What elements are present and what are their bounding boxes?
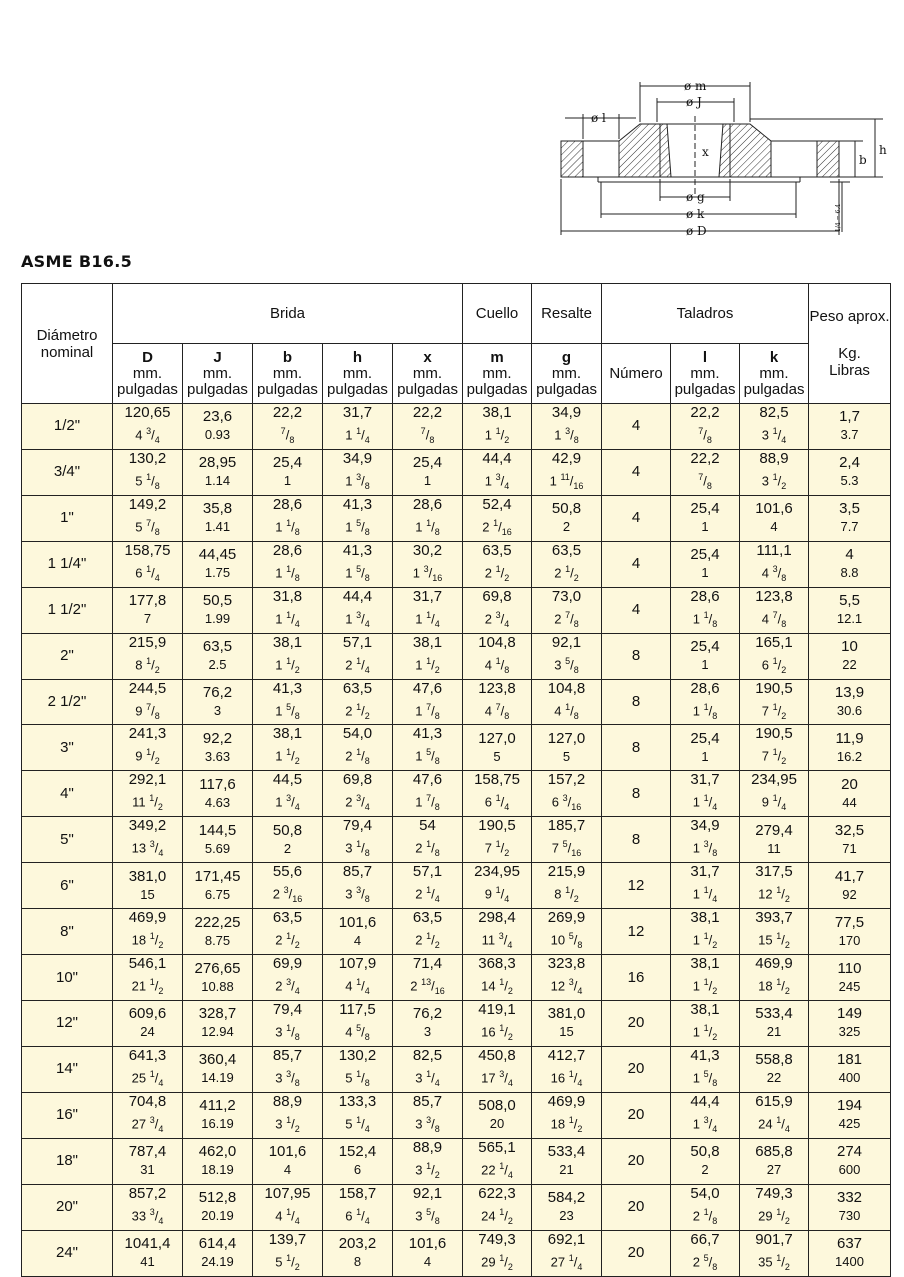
table-row <box>22 449 891 495</box>
cell-numero: 20 <box>602 1000 671 1046</box>
cell-g: 412,7 16 $^1/_4$ <box>532 1046 602 1092</box>
cell-l: 44,4 1 $^3/_4$ <box>671 1092 740 1138</box>
cell-w: 77,5 170 <box>809 909 891 955</box>
cell-x: 28,6 1 $^1/_8$ <box>393 495 463 541</box>
cell-l: 38,1 1 $^1/_2$ <box>671 1000 740 1046</box>
cell-h: 203,2 8 <box>323 1230 393 1276</box>
cell-l: 38,1 1 $^1/_2$ <box>671 909 740 955</box>
table-row <box>22 1000 891 1046</box>
cell-J: 328,7 12.94 <box>183 1000 253 1046</box>
cell-numero: 12 <box>602 863 671 909</box>
cell-k: 533,4 21 <box>740 1000 809 1046</box>
cell-x: 92,1 3 $^5/_8$ <box>393 1184 463 1230</box>
cell-b: 88,9 3 $^1/_2$ <box>253 1092 323 1138</box>
cell-w: 149 325 <box>809 1000 891 1046</box>
cell-b: 101,6 4 <box>253 1138 323 1184</box>
table-row <box>22 404 891 450</box>
cell-D: 241,3 9 $^1/_2$ <box>113 725 183 771</box>
table-row <box>22 587 891 633</box>
label-g: ø g <box>686 190 705 204</box>
cell-l: 41,3 1 $^5/_8$ <box>671 1046 740 1092</box>
cell-k: 393,7 15 $^1/_2$ <box>740 909 809 955</box>
cell-m: 38,1 1 $^1/_2$ <box>463 404 532 450</box>
cell-l: 66,7 2 $^5/_8$ <box>671 1230 740 1276</box>
header-diametro: Diámetro nominal <box>22 284 113 404</box>
cell-numero: 20 <box>602 1184 671 1230</box>
cell-h: 130,2 5 $^1/_8$ <box>323 1046 393 1092</box>
sub-header-row <box>22 344 891 404</box>
cell-nominal: 16" <box>22 1092 113 1138</box>
cell-nominal: 5" <box>22 817 113 863</box>
cell-g: 92,1 3 $^5/_8$ <box>532 633 602 679</box>
cell-D: 349,2 13 $^3/_4$ <box>113 817 183 863</box>
cell-l: 22,2 $^7/_8$ <box>671 449 740 495</box>
cell-nominal: 4" <box>22 771 113 817</box>
cell-nominal: 3/4" <box>22 449 113 495</box>
cell-x: 82,5 3 $^1/_4$ <box>393 1046 463 1092</box>
cell-g: 104,8 4 $^1/_8$ <box>532 679 602 725</box>
cell-D: 787,4 31 <box>113 1138 183 1184</box>
cell-b: 38,1 1 $^1/_2$ <box>253 633 323 679</box>
cell-D: 381,0 15 <box>113 863 183 909</box>
cell-m: 69,8 2 $^3/_4$ <box>463 587 532 633</box>
cell-nominal: 2" <box>22 633 113 679</box>
cell-numero: 20 <box>602 1046 671 1092</box>
cell-J: 50,5 1.99 <box>183 587 253 633</box>
cell-k: 165,1 6 $^1/_2$ <box>740 633 809 679</box>
table-row <box>22 1230 891 1276</box>
table-row <box>22 817 891 863</box>
cell-b: 139,7 5 $^1/_2$ <box>253 1230 323 1276</box>
cell-nominal: 1/2" <box>22 404 113 450</box>
label-k: ø k <box>686 207 705 221</box>
sub-header-k: k mm. pulgadas <box>740 344 809 404</box>
table-row <box>22 1046 891 1092</box>
label-b: b <box>859 153 867 167</box>
cell-x: 71,4 2 $^{13}/_{16}$ <box>393 955 463 1001</box>
table-row <box>22 863 891 909</box>
cell-b: 44,5 1 $^3/_4$ <box>253 771 323 817</box>
cell-m: 190,5 7 $^1/_2$ <box>463 817 532 863</box>
standard-title: ASME B16.5 <box>21 252 132 271</box>
cell-J: 462,0 18.19 <box>183 1138 253 1184</box>
cell-b: 38,1 1 $^1/_2$ <box>253 725 323 771</box>
table-body <box>22 404 891 1277</box>
cell-b: 50,8 2 <box>253 817 323 863</box>
cell-D: 1041,4 41 <box>113 1230 183 1276</box>
cell-g: 34,9 1 $^3/_8$ <box>532 404 602 450</box>
cell-b: 22,2 $^7/_8$ <box>253 404 323 450</box>
cell-J: 63,5 2.5 <box>183 633 253 679</box>
cell-J: 76,2 3 <box>183 679 253 725</box>
cell-h: 63,5 2 $^1/_2$ <box>323 679 393 725</box>
cell-nominal: 8" <box>22 909 113 955</box>
cell-w: 4 8.8 <box>809 541 891 587</box>
cell-J: 92,2 3.63 <box>183 725 253 771</box>
cell-m: 622,3 24 $^1/_2$ <box>463 1184 532 1230</box>
cell-b: 107,95 4 $^1/_4$ <box>253 1184 323 1230</box>
table-row <box>22 633 891 679</box>
cell-g: 692,1 27 $^1/_4$ <box>532 1230 602 1276</box>
cell-numero: 4 <box>602 449 671 495</box>
table-row <box>22 955 891 1001</box>
cell-k: 749,3 29 $^1/_2$ <box>740 1184 809 1230</box>
cell-m: 123,8 4 $^7/_8$ <box>463 679 532 725</box>
cell-k: 317,5 12 $^1/_2$ <box>740 863 809 909</box>
cell-x: 76,2 3 <box>393 1000 463 1046</box>
cell-k: 111,1 4 $^3/_8$ <box>740 541 809 587</box>
cell-numero: 16 <box>602 955 671 1001</box>
cell-D: 130,2 5 $^1/_8$ <box>113 449 183 495</box>
flange-spec-table <box>21 283 891 1277</box>
cell-h: 117,5 4 $^5/_8$ <box>323 1000 393 1046</box>
cell-x: 31,7 1 $^1/_4$ <box>393 587 463 633</box>
cell-l: 50,8 2 <box>671 1138 740 1184</box>
cell-w: 637 1400 <box>809 1230 891 1276</box>
cell-k: 101,6 4 <box>740 495 809 541</box>
sub-header-numero: Número <box>602 344 671 404</box>
cell-numero: 4 <box>602 404 671 450</box>
cell-h: 44,4 1 $^3/_4$ <box>323 587 393 633</box>
cell-numero: 20 <box>602 1092 671 1138</box>
flange-diagram <box>550 74 890 244</box>
cell-numero: 4 <box>602 587 671 633</box>
cell-k: 901,7 35 $^1/_2$ <box>740 1230 809 1276</box>
cell-J: 171,45 6.75 <box>183 863 253 909</box>
cell-w: 10 22 <box>809 633 891 679</box>
cell-x: 47,6 1 $^7/_8$ <box>393 771 463 817</box>
cell-h: 57,1 2 $^1/_4$ <box>323 633 393 679</box>
cell-w: 3,5 7.7 <box>809 495 891 541</box>
cell-w: 2,4 5.3 <box>809 449 891 495</box>
cell-g: 269,9 10 $^5/_8$ <box>532 909 602 955</box>
header-resalte: Resalte <box>532 284 602 344</box>
cell-numero: 8 <box>602 633 671 679</box>
table-row <box>22 771 891 817</box>
cell-h: 54,0 2 $^1/_8$ <box>323 725 393 771</box>
cell-g: 323,8 12 $^3/_4$ <box>532 955 602 1001</box>
label-h: h <box>879 143 887 157</box>
cell-h: 41,3 1 $^5/_8$ <box>323 541 393 587</box>
label-D: ø D <box>686 224 707 238</box>
header-cuello: Cuello <box>463 284 532 344</box>
sub-header-b: b mm. pulgadas <box>253 344 323 404</box>
cell-h: 101,6 4 <box>323 909 393 955</box>
sub-header-x: x mm. pulgadas <box>393 344 463 404</box>
header-taladros: Taladros <box>602 284 809 344</box>
cell-m: 419,1 16 $^1/_2$ <box>463 1000 532 1046</box>
cell-b: 55,6 2 $^3/_{16}$ <box>253 863 323 909</box>
cell-m: 127,0 5 <box>463 725 532 771</box>
sub-header-h: h mm. pulgadas <box>323 344 393 404</box>
cell-x: 54 2 $^1/_8$ <box>393 817 463 863</box>
cell-w: 332 730 <box>809 1184 891 1230</box>
cell-numero: 4 <box>602 541 671 587</box>
cell-h: 69,8 2 $^3/_4$ <box>323 771 393 817</box>
cell-J: 222,25 8.75 <box>183 909 253 955</box>
sub-header-D: D mm. pulgadas <box>113 344 183 404</box>
cell-k: 82,5 3 $^1/_4$ <box>740 404 809 450</box>
cell-x: 41,3 1 $^5/_8$ <box>393 725 463 771</box>
cell-D: 120,65 4 $^3/_4$ <box>113 404 183 450</box>
cell-h: 152,4 6 <box>323 1138 393 1184</box>
cell-nominal: 20" <box>22 1184 113 1230</box>
cell-J: 144,5 5.69 <box>183 817 253 863</box>
cell-D: 857,2 33 $^3/_4$ <box>113 1184 183 1230</box>
cell-J: 44,45 1.75 <box>183 541 253 587</box>
cell-J: 23,6 0.93 <box>183 404 253 450</box>
cell-w: 110 245 <box>809 955 891 1001</box>
cell-g: 185,7 7 $^5/_{16}$ <box>532 817 602 863</box>
cell-m: 508,0 20 <box>463 1092 532 1138</box>
cell-h: 85,7 3 $^3/_8$ <box>323 863 393 909</box>
table-row <box>22 909 891 955</box>
cell-J: 28,95 1.14 <box>183 449 253 495</box>
cell-J: 276,65 10.88 <box>183 955 253 1001</box>
cell-numero: 12 <box>602 909 671 955</box>
cell-D: 292,1 11 $^1/_2$ <box>113 771 183 817</box>
cell-k: 123,8 4 $^7/_8$ <box>740 587 809 633</box>
cell-w: 32,5 71 <box>809 817 891 863</box>
cell-k: 190,5 7 $^1/_2$ <box>740 725 809 771</box>
label-x: x <box>702 145 709 159</box>
cell-g: 381,0 15 <box>532 1000 602 1046</box>
cell-g: 127,0 5 <box>532 725 602 771</box>
cell-k: 615,9 24 $^1/_4$ <box>740 1092 809 1138</box>
cell-J: 117,6 4.63 <box>183 771 253 817</box>
cell-b: 25,4 1 <box>253 449 323 495</box>
cell-l: 25,4 1 <box>671 725 740 771</box>
cell-D: 641,3 25 $^1/_4$ <box>113 1046 183 1092</box>
cell-w: 194 425 <box>809 1092 891 1138</box>
cell-J: 512,8 20.19 <box>183 1184 253 1230</box>
cell-x: 101,6 4 <box>393 1230 463 1276</box>
cell-g: 63,5 2 $^1/_2$ <box>532 541 602 587</box>
cell-w: 274 600 <box>809 1138 891 1184</box>
cell-m: 298,4 11 $^3/_4$ <box>463 909 532 955</box>
cell-J: 35,8 1.41 <box>183 495 253 541</box>
cell-w: 1,7 3.7 <box>809 404 891 450</box>
cell-D: 469,9 18 $^1/_2$ <box>113 909 183 955</box>
cell-l: 54,0 2 $^1/_8$ <box>671 1184 740 1230</box>
cell-g: 73,0 2 $^7/_8$ <box>532 587 602 633</box>
cell-m: 104,8 4 $^1/_8$ <box>463 633 532 679</box>
cell-nominal: 1 1/4" <box>22 541 113 587</box>
cell-k: 469,9 18 $^1/_2$ <box>740 955 809 1001</box>
cell-D: 177,8 7 <box>113 587 183 633</box>
cell-k: 234,95 9 $^1/_4$ <box>740 771 809 817</box>
cell-l: 25,4 1 <box>671 633 740 679</box>
cell-h: 41,3 1 $^5/_8$ <box>323 495 393 541</box>
cell-numero: 8 <box>602 771 671 817</box>
cell-g: 42,9 1 $^{11}/_{16}$ <box>532 449 602 495</box>
table-row <box>22 1138 891 1184</box>
cell-numero: 8 <box>602 817 671 863</box>
cell-nominal: 12" <box>22 1000 113 1046</box>
cell-g: 50,8 2 <box>532 495 602 541</box>
cell-w: 41,7 92 <box>809 863 891 909</box>
cell-g: 533,4 21 <box>532 1138 602 1184</box>
sub-header-g: g mm. pulgadas <box>532 344 602 404</box>
cell-D: 158,75 6 $^1/_4$ <box>113 541 183 587</box>
cell-g: 469,9 18 $^1/_2$ <box>532 1092 602 1138</box>
cell-w: 181 400 <box>809 1046 891 1092</box>
cell-k: 88,9 3 $^1/_2$ <box>740 449 809 495</box>
cell-nominal: 10" <box>22 955 113 1001</box>
cell-l: 38,1 1 $^1/_2$ <box>671 955 740 1001</box>
cell-l: 28,6 1 $^1/_8$ <box>671 587 740 633</box>
cell-J: 614,4 24.19 <box>183 1230 253 1276</box>
cell-b: 85,7 3 $^3/_8$ <box>253 1046 323 1092</box>
cell-D: 609,6 24 <box>113 1000 183 1046</box>
cell-nominal: 6" <box>22 863 113 909</box>
label-J: ø J <box>686 95 702 109</box>
table-row <box>22 725 891 771</box>
cell-m: 52,4 2 $^1/_{16}$ <box>463 495 532 541</box>
cell-g: 157,2 6 $^3/_{16}$ <box>532 771 602 817</box>
cell-D: 546,1 21 $^1/_2$ <box>113 955 183 1001</box>
table-row <box>22 679 891 725</box>
cell-k: 685,8 27 <box>740 1138 809 1184</box>
cell-m: 368,3 14 $^1/_2$ <box>463 955 532 1001</box>
cell-m: 450,8 17 $^3/_4$ <box>463 1046 532 1092</box>
cell-h: 31,7 1 $^1/_4$ <box>323 404 393 450</box>
cell-l: 25,4 1 <box>671 541 740 587</box>
cell-m: 44,4 1 $^3/_4$ <box>463 449 532 495</box>
cell-m: 749,3 29 $^1/_2$ <box>463 1230 532 1276</box>
cell-x: 85,7 3 $^3/_8$ <box>393 1092 463 1138</box>
cell-x: 47,6 1 $^7/_8$ <box>393 679 463 725</box>
cell-x: 57,1 2 $^1/_4$ <box>393 863 463 909</box>
cell-J: 411,2 16.19 <box>183 1092 253 1138</box>
cell-b: 69,9 2 $^3/_4$ <box>253 955 323 1001</box>
cell-x: 30,2 1 $^3/_{16}$ <box>393 541 463 587</box>
cell-nominal: 24" <box>22 1230 113 1276</box>
cell-D: 215,9 8 $^1/_2$ <box>113 633 183 679</box>
header-brida: Brida <box>113 284 463 344</box>
cell-x: 38,1 1 $^1/_2$ <box>393 633 463 679</box>
cell-l: 31,7 1 $^1/_4$ <box>671 863 740 909</box>
cell-h: 158,7 6 $^1/_4$ <box>323 1184 393 1230</box>
cell-h: 133,3 5 $^1/_4$ <box>323 1092 393 1138</box>
cell-w: 13,9 30.6 <box>809 679 891 725</box>
cell-numero: 4 <box>602 495 671 541</box>
cell-b: 41,3 1 $^5/_8$ <box>253 679 323 725</box>
cell-x: 25,4 1 <box>393 449 463 495</box>
cell-k: 558,8 22 <box>740 1046 809 1092</box>
cell-x: 88,9 3 $^1/_2$ <box>393 1138 463 1184</box>
cell-b: 63,5 2 $^1/_2$ <box>253 909 323 955</box>
cell-m: 158,75 6 $^1/_4$ <box>463 771 532 817</box>
cell-b: 31,8 1 $^1/_4$ <box>253 587 323 633</box>
table-row <box>22 1092 891 1138</box>
cell-l: 31,7 1 $^1/_4$ <box>671 771 740 817</box>
cell-D: 244,5 9 $^7/_8$ <box>113 679 183 725</box>
cell-nominal: 18" <box>22 1138 113 1184</box>
cell-m: 565,1 22 $^1/_4$ <box>463 1138 532 1184</box>
cell-l: 28,6 1 $^1/_8$ <box>671 679 740 725</box>
cell-x: 63,5 2 $^1/_2$ <box>393 909 463 955</box>
cell-b: 28,6 1 $^1/_8$ <box>253 495 323 541</box>
cell-numero: 8 <box>602 679 671 725</box>
sub-header-m: m mm. pulgadas <box>463 344 532 404</box>
cell-D: 704,8 27 $^3/_4$ <box>113 1092 183 1138</box>
cell-nominal: 2 1/2" <box>22 679 113 725</box>
cell-w: 5,5 12.1 <box>809 587 891 633</box>
label-m: ø m <box>684 79 707 93</box>
cell-h: 107,9 4 $^1/_4$ <box>323 955 393 1001</box>
cell-w: 11,9 16.2 <box>809 725 891 771</box>
sub-header-l: l mm. pulgadas <box>671 344 740 404</box>
cell-l: 22,2 $^7/_8$ <box>671 404 740 450</box>
label-l: ø l <box>591 111 606 125</box>
cell-nominal: 3" <box>22 725 113 771</box>
sub-header-J: J mm. pulgadas <box>183 344 253 404</box>
table-row <box>22 1184 891 1230</box>
cell-m: 63,5 2 $^1/_2$ <box>463 541 532 587</box>
cell-nominal: 1" <box>22 495 113 541</box>
cell-numero: 20 <box>602 1138 671 1184</box>
cell-b: 28,6 1 $^1/_8$ <box>253 541 323 587</box>
cell-nominal: 14" <box>22 1046 113 1092</box>
cell-numero: 8 <box>602 725 671 771</box>
cell-b: 79,4 3 $^1/_8$ <box>253 1000 323 1046</box>
label-side: 1/4 = 6.4 <box>835 203 842 232</box>
cell-k: 279,4 11 <box>740 817 809 863</box>
cell-numero: 20 <box>602 1230 671 1276</box>
cell-g: 215,9 8 $^1/_2$ <box>532 863 602 909</box>
cell-g: 584,2 23 <box>532 1184 602 1230</box>
cell-h: 79,4 3 $^1/_8$ <box>323 817 393 863</box>
cell-x: 22,2 $^7/_8$ <box>393 404 463 450</box>
header-peso: Peso aprox. Kg. Libras <box>809 284 891 404</box>
cell-J: 360,4 14.19 <box>183 1046 253 1092</box>
table-row <box>22 541 891 587</box>
cell-k: 190,5 7 $^1/_2$ <box>740 679 809 725</box>
cell-h: 34,9 1 $^3/_8$ <box>323 449 393 495</box>
table-row <box>22 495 891 541</box>
cell-l: 25,4 1 <box>671 495 740 541</box>
cell-w: 20 44 <box>809 771 891 817</box>
cell-nominal: 1 1/2" <box>22 587 113 633</box>
cell-m: 234,95 9 $^1/_4$ <box>463 863 532 909</box>
cell-D: 149,2 5 $^7/_8$ <box>113 495 183 541</box>
cell-l: 34,9 1 $^3/_8$ <box>671 817 740 863</box>
